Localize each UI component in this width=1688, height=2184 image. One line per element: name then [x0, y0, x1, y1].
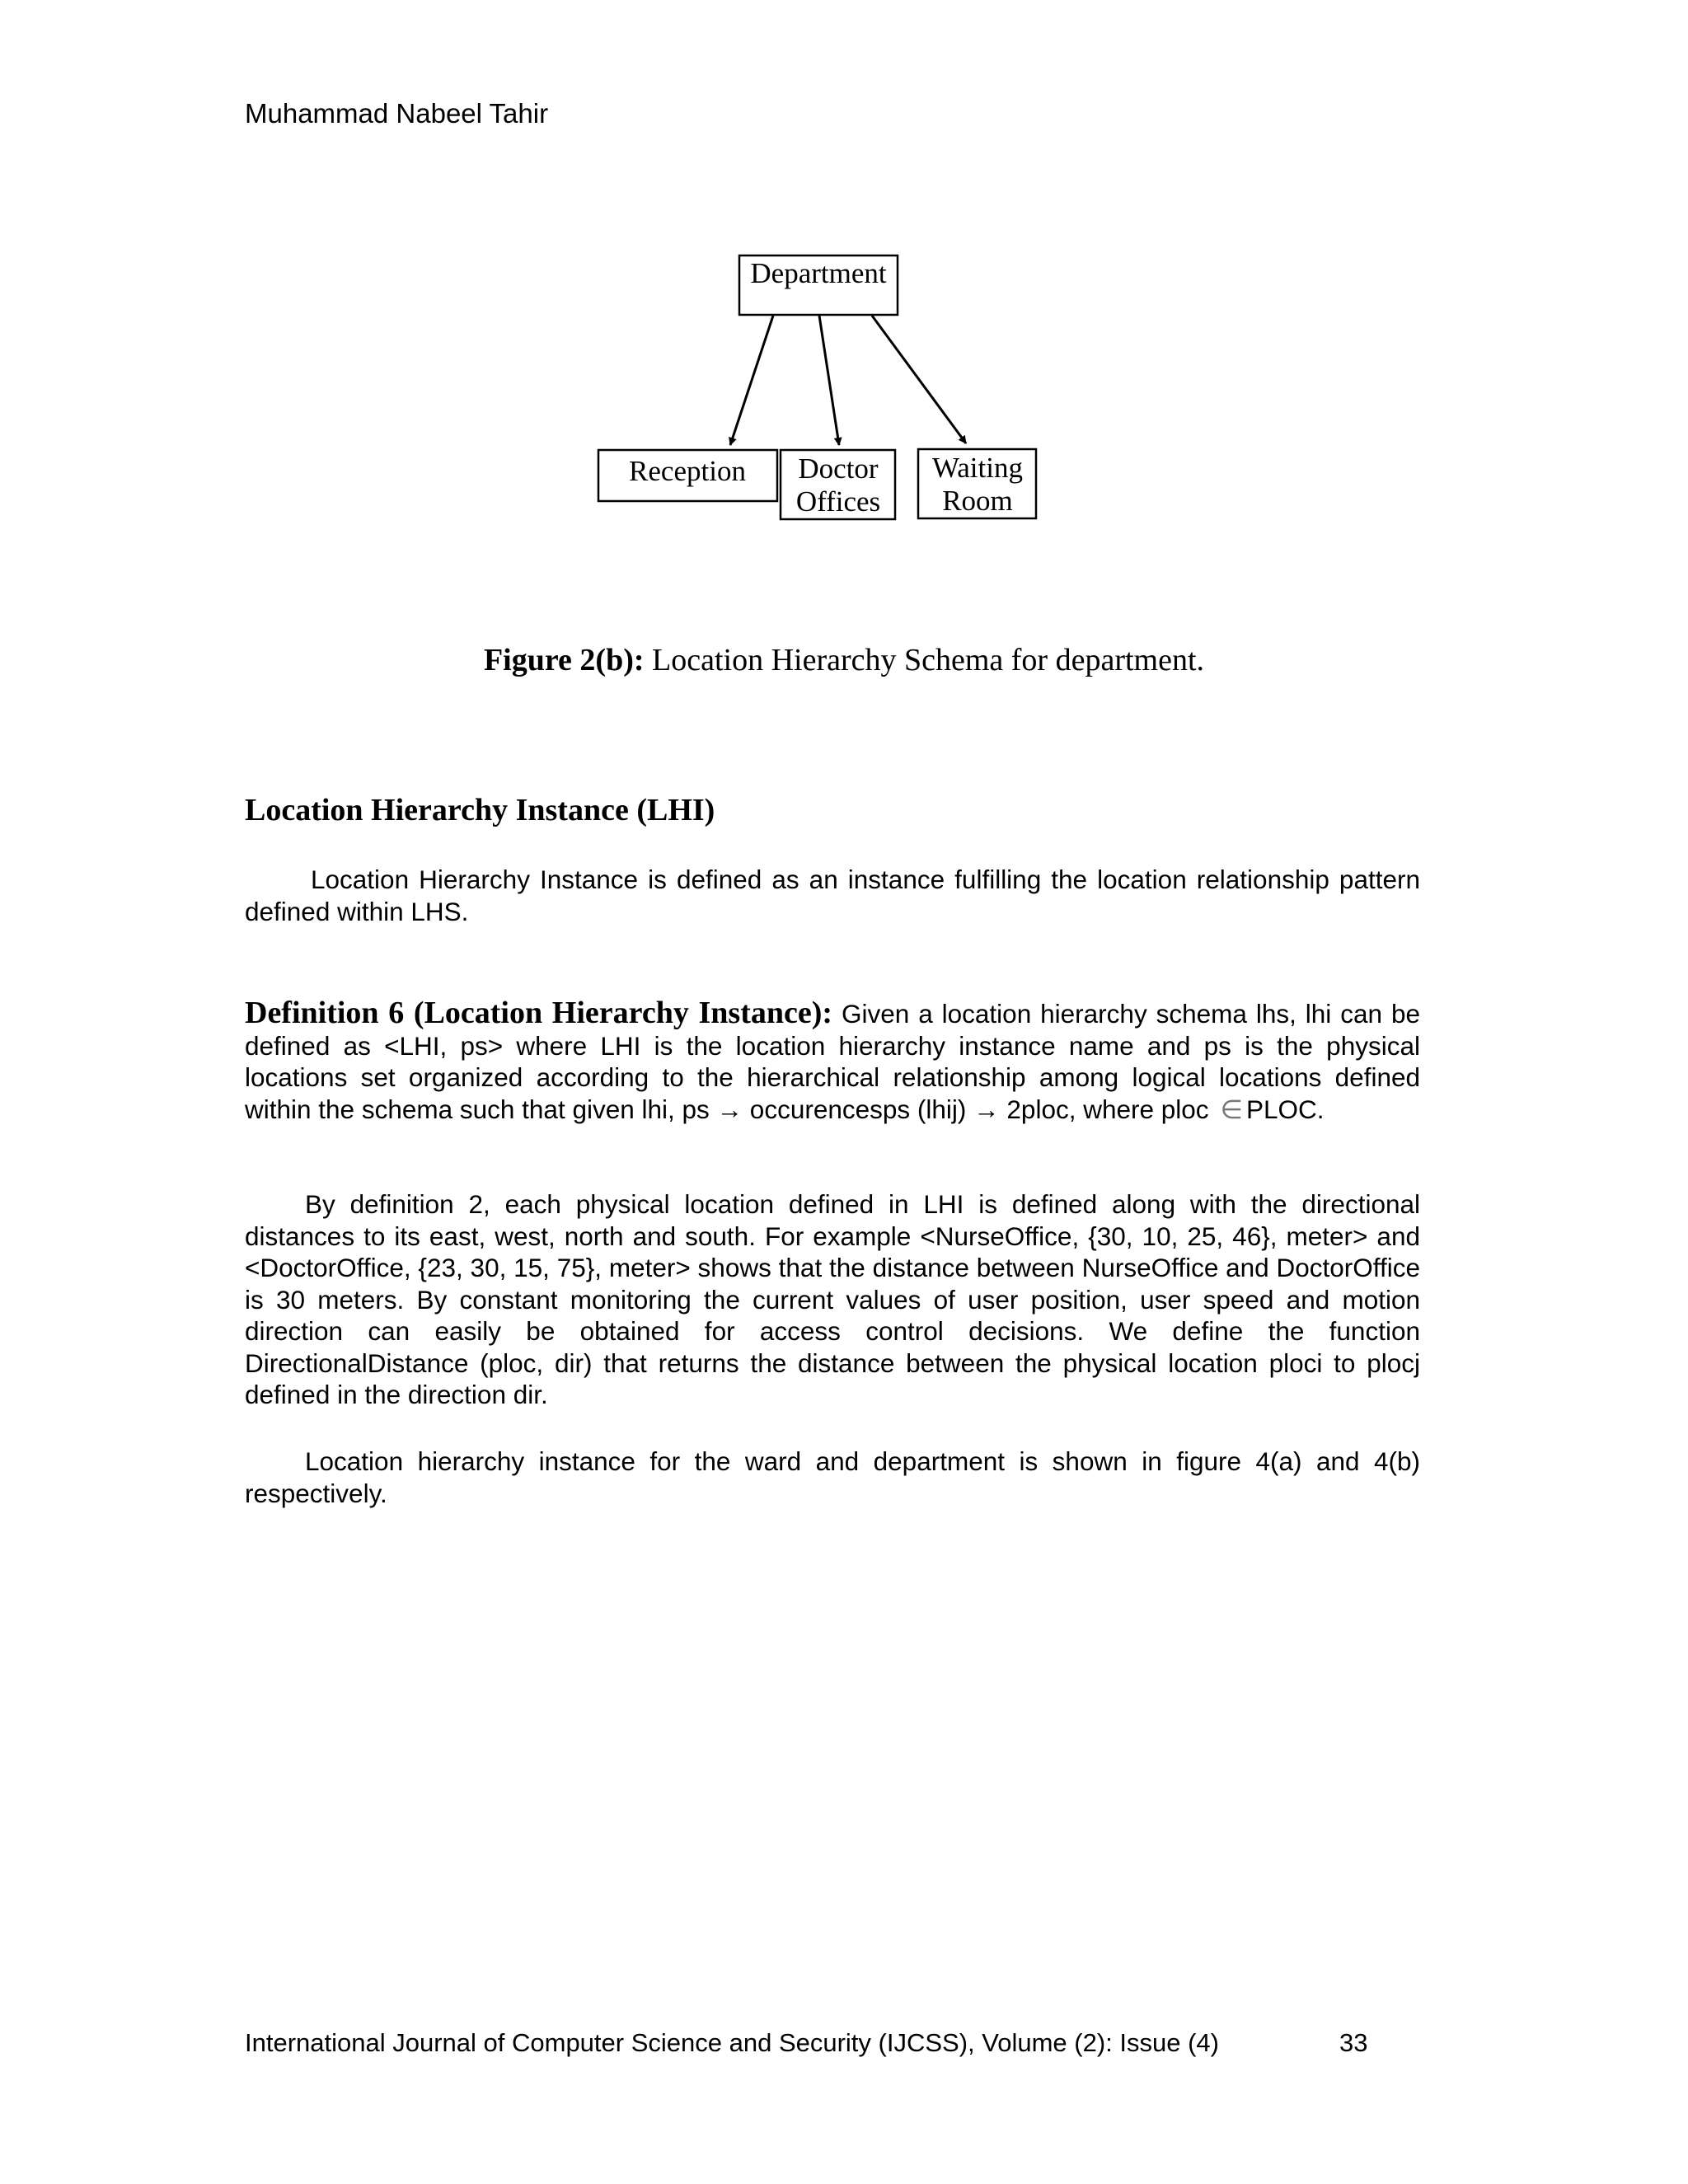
paragraph-figure-reference: Location hierarchy instance for the ward and department is shown in figure 4(a) and 4(b) respectively. [245, 1446, 1420, 1508]
element-of-symbol: ∈ [1220, 1094, 1243, 1124]
figure-caption-label: Figure 2(b): [483, 643, 645, 677]
paragraph-directional-distance: By definition 2, each physical location defined in LHI is defined along with the directional distances to its east, west, north and south. For example <NurseOffice, {30, 10, 25, 46}, meter> and <DoctorOffice, {23, 30, 15, 75}, meter> shows that the distance between NurseOffice and DoctorOffice is 30 meters. By constant monitoring the current values of user position, user speed and motion direction can easily be obtained for access control decisions. We define the function DirectionalDistance (ploc, dir) that returns the distance between the physical location ploci to plocj defined in the direction dir. [245, 1189, 1420, 1409]
running-header-author: Muhammad Nabeel Tahir [245, 98, 549, 129]
node-waiting-room [918, 449, 1036, 518]
location-hierarchy-diagram [0, 0, 1688, 577]
footer-page-number: 33 [1339, 2028, 1368, 2057]
node-waiting-room-label-line1: Waiting [932, 452, 1023, 484]
node-department [739, 255, 898, 315]
node-reception [598, 450, 777, 501]
footer-journal: International Journal of Computer Science and Security (IJCSS), Volume (2): Issue (4) [245, 2028, 1219, 2057]
node-waiting-room-label-line2: Room [942, 485, 1013, 517]
node-doctor-offices-label-line2: Offices [795, 485, 881, 518]
definition-tail: PLOC. [1246, 1094, 1325, 1124]
node-doctor-offices [781, 450, 895, 519]
paragraph-definition-6 [245, 997, 1420, 1125]
paragraph-lhi-intro: Location Hierarchy Instance is defined as an instance fulfilling the location relationship pattern defined within LHS. [245, 865, 1420, 926]
figure-caption-text: Location Hierarchy Schema for department. [644, 643, 1205, 677]
edge-department-to-doctor-offices [819, 316, 839, 445]
section-heading: Location Hierarchy Instance (LHI) [245, 793, 715, 827]
figure-caption [0, 641, 1688, 679]
node-reception-label: Reception [629, 455, 746, 487]
node-department-label: Department [750, 257, 887, 289]
edge-department-to-waiting-room [872, 316, 966, 443]
definition-body: Given a location hierarchy schema lhs, lhi can be defined as <LHI, ps> where LHI is the location hierarchy instance name and ps is the physical locations set organized according to the hierarchical relationship among logical locations defined within the schema such that given lhi, ps → occurencesps (lhij) → 2ploc, where ploc [245, 999, 1420, 1124]
node-doctor-offices-label-line1: Doctor [798, 452, 879, 485]
definition-heading: Definition 6 (Location Hierarchy Instance): [245, 996, 833, 1030]
edge-department-to-reception [730, 316, 773, 445]
